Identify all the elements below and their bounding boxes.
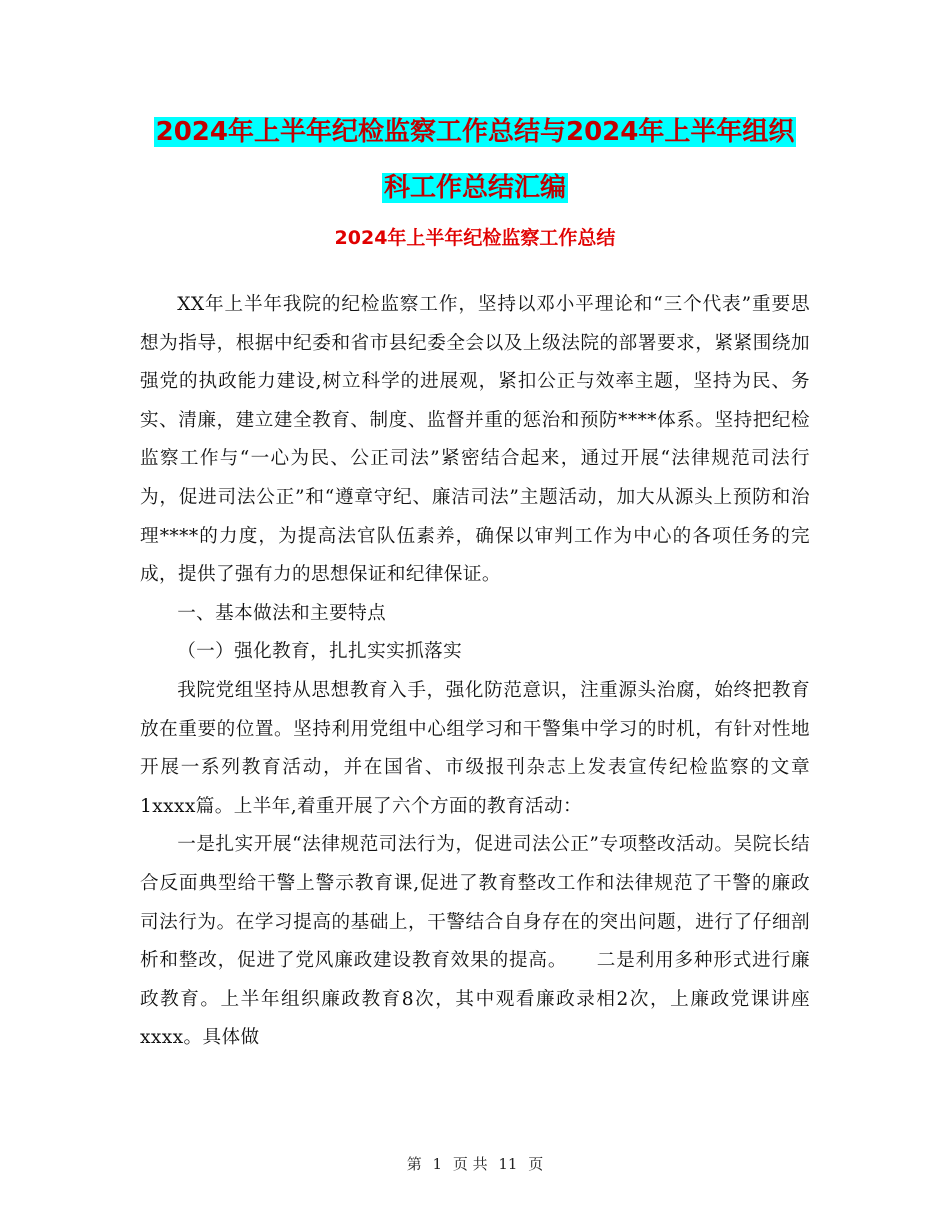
document-title-line-2: 科工作总结汇编 <box>383 173 566 203</box>
page-total: 11 <box>498 1155 518 1173</box>
page-label-mid: 页 共 <box>452 1155 488 1173</box>
document-body <box>140 286 810 1058</box>
paragraph-activities: 一是扎实开展“法律规范司法行为，促进司法公正”专项整改活动。吴院长结合反面典型给干警上警示教育课,促进了教育整改工作和法律规范了干警的廉政司法行为。在学习提高的基础上，干警结合自身存在的突出问题，进行了仔细剖析和整改，促进了党风廉政建设教育效果的提高。 二是利用多种形式进行廉政教育。上半年组织廉政教育8次，其中观看廉政录相2次，上廉政党课讲座xxxx。具体做 <box>140 834 810 1049</box>
paragraph-education: 我院党组坚持从思想教育入手，强化防范意识，注重源头治腐，始终把教育放在重要的位置。坚持利用党组中心组学习和干警集中学习的时机，有针对性地开展一系列教育活动，并在国省、市级报刊杂志上发表宣传纪检监察的文章1xxxx篇。上半年,着重开展了六个方面的教育活动： <box>140 679 810 817</box>
paragraph-intro: XX年上半年我院的纪检监察工作，坚持以邓小平理论和“三个代表”重要思想为指导，根据中纪委和省市县纪委全会以及上级法院的部署要求，紧紧围绕加强党的执政能力建设,树立科学的进展观，紧扣公正与效率主题，坚持为民、务实、清廉，建立建全教育、制度、监督并重的惩治和预防****体系。坚持把纪检监察工作与“一心为民、公正司法”紧密结合起来，通过开展“法律规范司法行为，促进司法公正”和“遵章守纪、廉洁司法”主题活动，加大从源头上预防和治理****的力度，为提高法官队伍素养，确保以审判工作为中心的各项任务的完成，提供了强有力的思想保证和纪律保证。 <box>140 294 810 586</box>
page-footer <box>0 1152 950 1176</box>
page-number: 1 <box>432 1155 443 1173</box>
page-label-suffix: 页 <box>528 1155 544 1173</box>
document-title-line-1: 2024年上半年纪检监察工作总结与2024年上半年组织 <box>155 117 795 147</box>
page-label-prefix: 第 <box>406 1155 422 1173</box>
section-title: 2024年上半年纪检监察工作总结 <box>334 227 616 249</box>
document-title <box>0 104 950 216</box>
heading-strengthen-education: （一）强化教育，扎扎实实抓落实 <box>177 641 463 663</box>
heading-basic-practices: 一、基本做法和主要特点 <box>177 602 387 624</box>
